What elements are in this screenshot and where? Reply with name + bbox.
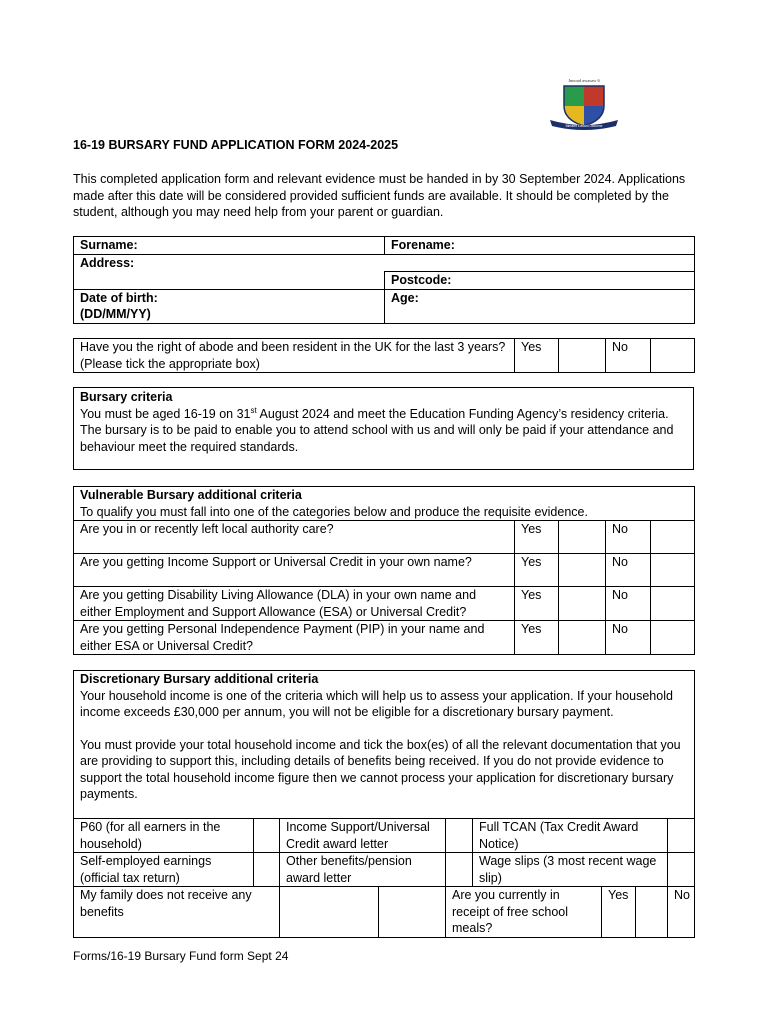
doc-tcan-label: Full TCAN (Tax Credit Award Notice): [473, 819, 668, 853]
form-intro: This completed application form and relevant evidence must be handed in by 30 September 2024. Applications made after this date will be considered provided sufficient funds are available. It should be completed by the student, although you may need help from your parent or guardian.: [73, 172, 686, 219]
doc-self-employed-label: Self-employed earnings (official tax return): [74, 853, 254, 887]
doc-p60-checkbox[interactable]: [254, 819, 280, 853]
vulnerable-q1-yes-checkbox[interactable]: [559, 521, 606, 554]
fsm-question: Are you currently in receipt of free school meals?: [446, 887, 602, 938]
vulnerable-q3-yes-checkbox[interactable]: [559, 587, 606, 621]
criteria-ordinal-suffix: st: [250, 405, 257, 415]
criteria-text-a: You must be aged 16-19 on 31: [80, 406, 251, 421]
discretionary-heading: Discretionary Bursary additional criteria: [80, 672, 319, 686]
school-crest-logo: [546, 76, 622, 132]
crest-banner-text: Blessed Edward Oldcorne: [565, 124, 603, 128]
vulnerable-heading: Vulnerable Bursary additional criteria: [80, 488, 302, 502]
doc-tcan-checkbox[interactable]: [668, 819, 695, 853]
vulnerable-question-2: Are you getting Income Support or Universal Credit in your own name?: [74, 554, 515, 587]
vulnerable-subheading: To qualify you must fall into one of the categories below and produce the requisite evidence.: [80, 504, 588, 519]
vulnerable-q4-yes-label: Yes: [515, 621, 559, 655]
doc-other-benefits-checkbox[interactable]: [446, 853, 473, 887]
bursary-criteria-heading: Bursary criteria: [80, 390, 173, 404]
vulnerable-q1-no-checkbox[interactable]: [651, 521, 695, 554]
doc-wage-slips-checkbox[interactable]: [668, 853, 695, 887]
discretionary-para-1: Your household income is one of the criteria which will help us to assess your application. If your household income exceeds £30,000 per annum, you will not be eligible for a discretionary bursary payment.: [80, 688, 673, 719]
discretionary-header: [74, 671, 695, 819]
vulnerable-q2-yes-checkbox[interactable]: [559, 554, 606, 587]
forename-field[interactable]: [385, 237, 695, 255]
fsm-yes-checkbox[interactable]: [636, 887, 668, 938]
vulnerable-bursary-table: [73, 486, 695, 655]
vulnerable-q4-no-checkbox[interactable]: [651, 621, 695, 655]
footer-reference: Forms/16-19 Bursary Fund form Sept 24: [73, 949, 289, 963]
dob-format: (DD/MM/YY): [80, 307, 151, 321]
vulnerable-q3-no-label: No: [606, 587, 651, 621]
vulnerable-question-1: Are you in or recently left local authority care?: [74, 521, 515, 554]
doc-wage-slips-label: Wage slips (3 most recent wage slip): [473, 853, 668, 887]
abode-no-checkbox[interactable]: [651, 339, 695, 373]
age-label: Age:: [391, 290, 419, 305]
doc-income-support-checkbox[interactable]: [446, 819, 473, 853]
vulnerable-q2-no-label: No: [606, 554, 651, 587]
vulnerable-q4-yes-checkbox[interactable]: [559, 621, 606, 655]
dob-label: Date of birth:: [80, 290, 158, 305]
no-benefits-checkbox[interactable]: [379, 887, 446, 938]
discretionary-bursary-table: [73, 670, 695, 938]
form-title: 16-19 BURSARY FUND APPLICATION FORM 2024-2025: [73, 138, 399, 152]
address-field[interactable]: [74, 254, 695, 272]
doc-self-employed-checkbox[interactable]: [254, 853, 280, 887]
bursary-criteria-text: [80, 406, 687, 456]
vulnerable-q3-yes-label: Yes: [515, 587, 559, 621]
fsm-no-label: No: [668, 887, 695, 938]
vulnerable-q3-no-checkbox[interactable]: [651, 587, 695, 621]
vulnerable-header: [74, 487, 695, 521]
crest-top-text: Jnnoad awasaw 6: [568, 78, 600, 83]
no-benefits-label: My family does not receive any benefits: [74, 887, 280, 938]
fsm-yes-label: Yes: [602, 887, 636, 938]
bursary-criteria-box: [73, 387, 694, 470]
address-line-2[interactable]: [74, 272, 385, 290]
abode-table: [73, 338, 695, 373]
discretionary-para-2: You must provide your total household income and tick the box(es) of all the relevant documentation that you are providing to support this, including details of benefits being received. If you do not provide evidence to support the total household income figure then we cannot process your application for discretionary bursary payments.: [80, 737, 681, 801]
vulnerable-q2-no-checkbox[interactable]: [651, 554, 695, 587]
doc-other-benefits-label: Other benefits/pension award letter: [280, 853, 446, 887]
age-field[interactable]: [385, 289, 695, 323]
forename-label: Forename:: [391, 238, 455, 252]
abode-question: Have you the right of abode and been resident in the UK for the last 3 years? (Please tick the appropriate box): [74, 339, 515, 373]
doc-income-support-label: Income Support/Universal Credit award letter: [280, 819, 446, 853]
no-benefits-spacer: [280, 887, 379, 938]
surname-field[interactable]: [74, 237, 385, 255]
vulnerable-question-3: Are you getting Disability Living Allowance (DLA) in your own name and either Employment and Support Allowance (ESA) or Universal Credit?: [74, 587, 515, 621]
doc-p60-label: P60 (for all earners in the household): [74, 819, 254, 853]
vulnerable-q2-yes-label: Yes: [515, 554, 559, 587]
abode-no-label: No: [606, 339, 651, 373]
vulnerable-q1-yes-label: Yes: [515, 521, 559, 554]
postcode-field[interactable]: [385, 272, 695, 290]
criteria-text-b: August 2024 and meet the Education Funding Agency’s residency criteria. The bursary is to be paid to enable you to attend school with us and will only be paid if your attendance and behaviour meet the required standards.: [80, 406, 674, 454]
surname-label: Surname:: [80, 238, 138, 252]
vulnerable-q1-no-label: No: [606, 521, 651, 554]
personal-details-table: [73, 236, 695, 324]
abode-yes-label: Yes: [515, 339, 559, 373]
postcode-label: Postcode:: [391, 273, 452, 287]
vulnerable-q4-no-label: No: [606, 621, 651, 655]
address-label: Address:: [80, 255, 135, 270]
dob-field[interactable]: [74, 289, 385, 323]
vulnerable-question-4: Are you getting Personal Independence Payment (PIP) in your name and either ESA or Universal Credit?: [74, 621, 515, 655]
abode-yes-checkbox[interactable]: [559, 339, 606, 373]
